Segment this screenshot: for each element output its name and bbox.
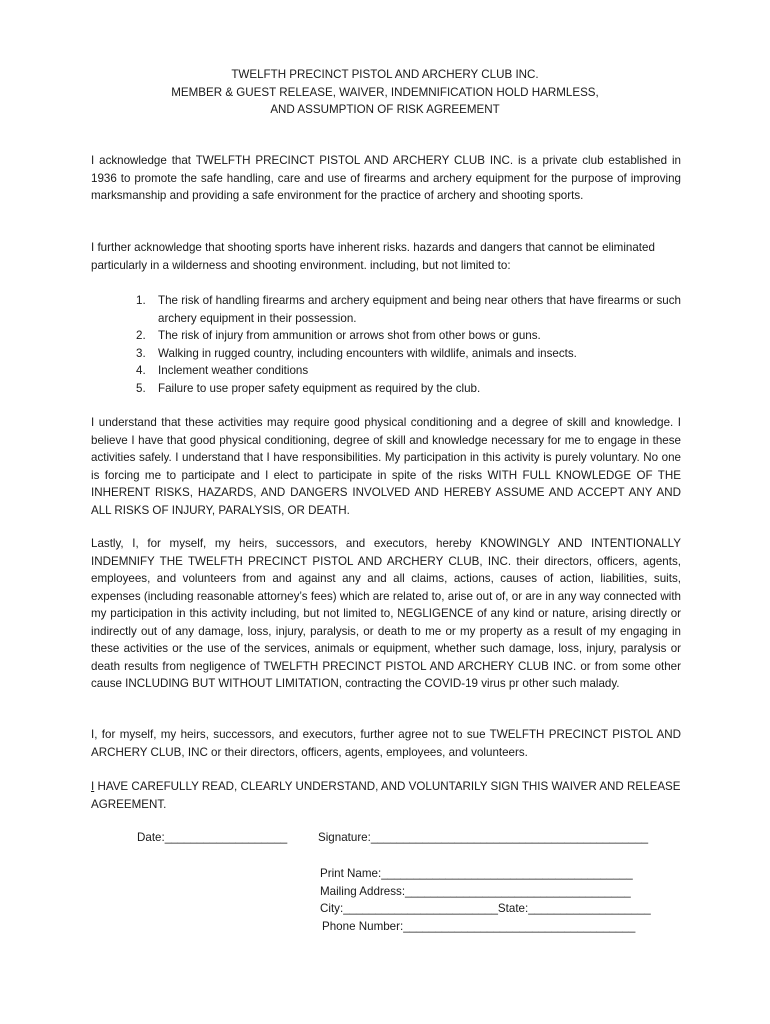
risk-acknowledgement-paragraph: I further acknowledge that shooting sports have inherent risks. hazards and dangers that cannot be eliminated particularly in a wilderness and shooting environment. including, but not limited to: — [91, 241, 655, 272]
risk-number: 1. — [136, 294, 146, 307]
risk-number: 2. — [136, 329, 146, 342]
signature-field[interactable]: Signature:___________________________________________ — [318, 831, 649, 844]
risk-item — [136, 345, 681, 363]
phone-number-field[interactable]: Phone Number:____________________________________ — [322, 919, 636, 933]
risk-number: 4. — [136, 364, 146, 377]
statement-initial: I — [91, 780, 95, 793]
acknowledgement-paragraph: I acknowledge that TWELFTH PRECINCT PISTOL AND ARCHERY CLUB INC. is a private club established in 1936 to promote the safe handling, care and use of firearms and archery equipment for the purpose of improving marksmanship and providing a safe environment for the practice of archery and shooting sports. — [91, 154, 681, 202]
covenant-not-to-sue-paragraph: I, for myself, my heirs, successors, and executors, further agree not to sue TWELFTH PRECINCT PISTOL AND ARCHERY CLUB, INC or their directors, officers, agents, employees, and volunteers. — [91, 728, 681, 759]
risk-text: The risk of handling firearms and archery equipment and being near others that have firearms or such archery equipment in their possession. — [158, 294, 681, 325]
city-state-field[interactable]: City:________________________State:___________________ — [320, 902, 651, 915]
risk-item — [136, 327, 681, 345]
risk-text: Failure to use proper safety equipment as required by the club. — [158, 381, 481, 395]
document-title — [0, 66, 770, 119]
risk-item — [136, 292, 681, 327]
risk-text: The risk of injury from ammunition or arrows shot from other bows or guns. — [158, 329, 541, 342]
risk-number: 5. — [136, 381, 146, 395]
print-name-field[interactable]: Print Name:_______________________________________ — [320, 867, 633, 880]
risk-text: Walking in rugged country, including encounters with wildlife, animals and insects. — [158, 346, 577, 360]
risk-text: Inclement weather conditions — [158, 364, 309, 377]
signature-statement — [91, 778, 681, 813]
title-line-1: TWELFTH PRECINCT PISTOL AND ARCHERY CLUB INC. — [231, 68, 539, 81]
signer-info-block — [320, 865, 700, 935]
understanding-paragraph: I understand that these activities may require good physical conditioning and a degree of skill and knowledge. I believe I have that good physical conditioning, degree of skill and knowledge necessary for me to engage in these activities safely. I understand that I have responsibilities. My participation in this activity is purely voluntary. No one is forcing me to participate and I elect to participate in spite of the risks WITH FULL KNOWLEDGE OF THE INHERENT RISKS, HAZARDS, AND DANGERS INVOLVED AND HEREBY ASSUME AND ACCEPT ANY AND ALL RISKS OF INJURY, PARALYSIS, OR DEATH. — [91, 416, 681, 517]
date-signature-row — [0, 829, 770, 847]
risk-number: 3. — [136, 346, 146, 360]
risk-list — [136, 292, 681, 397]
statement-text: HAVE CAREFULLY READ, CLEARLY UNDERSTAND, AND VOLUNTARILY SIGN THIS WAIVER AND RELEASE AGREEMENT. — [91, 780, 681, 811]
date-field[interactable]: Date:___________________ — [137, 831, 288, 844]
indemnification-paragraph: Lastly, I, for myself, my heirs, successors, and executors, hereby KNOWINGLY AND INTENTIONALLY INDEMNIFY THE TWELFTH PRECINCT PISTOL AND ARCHERY CLUB, INC. their directors, officers, agents, employees, and volunteers from and against any and all claims, actions, causes of action, liabilities, suits, expenses (including reasonable attorney’s fees) which are related to, arise out of, or are in any way connected with my participation in this activity including, but not limited to, NEGLIGENCE of any kind or nature, arising directly or indirectly out of any damage, loss, injury, paralysis, or death to me or my property as a result of my engaging in these activities or the use of the services, animals or equipment, whether such damage, loss, injury, paralysis or death results from negligence of TWELFTH PRECINCT PISTOL AND ARCHERY CLUB INC. or from some other cause INCLUDING BUT WITHOUT LIMITATION, contracting the COVID-19 virus pr other such malady. — [91, 537, 681, 690]
risk-item — [136, 380, 681, 398]
risk-item — [136, 362, 681, 380]
mailing-address-field[interactable]: Mailing Address:___________________________________ — [320, 884, 631, 898]
title-line-3: AND ASSUMPTION OF RISK AGREEMENT — [270, 103, 500, 116]
title-line-2: MEMBER & GUEST RELEASE, WAIVER, INDEMNIFICATION HOLD HARMLESS, — [171, 85, 599, 99]
